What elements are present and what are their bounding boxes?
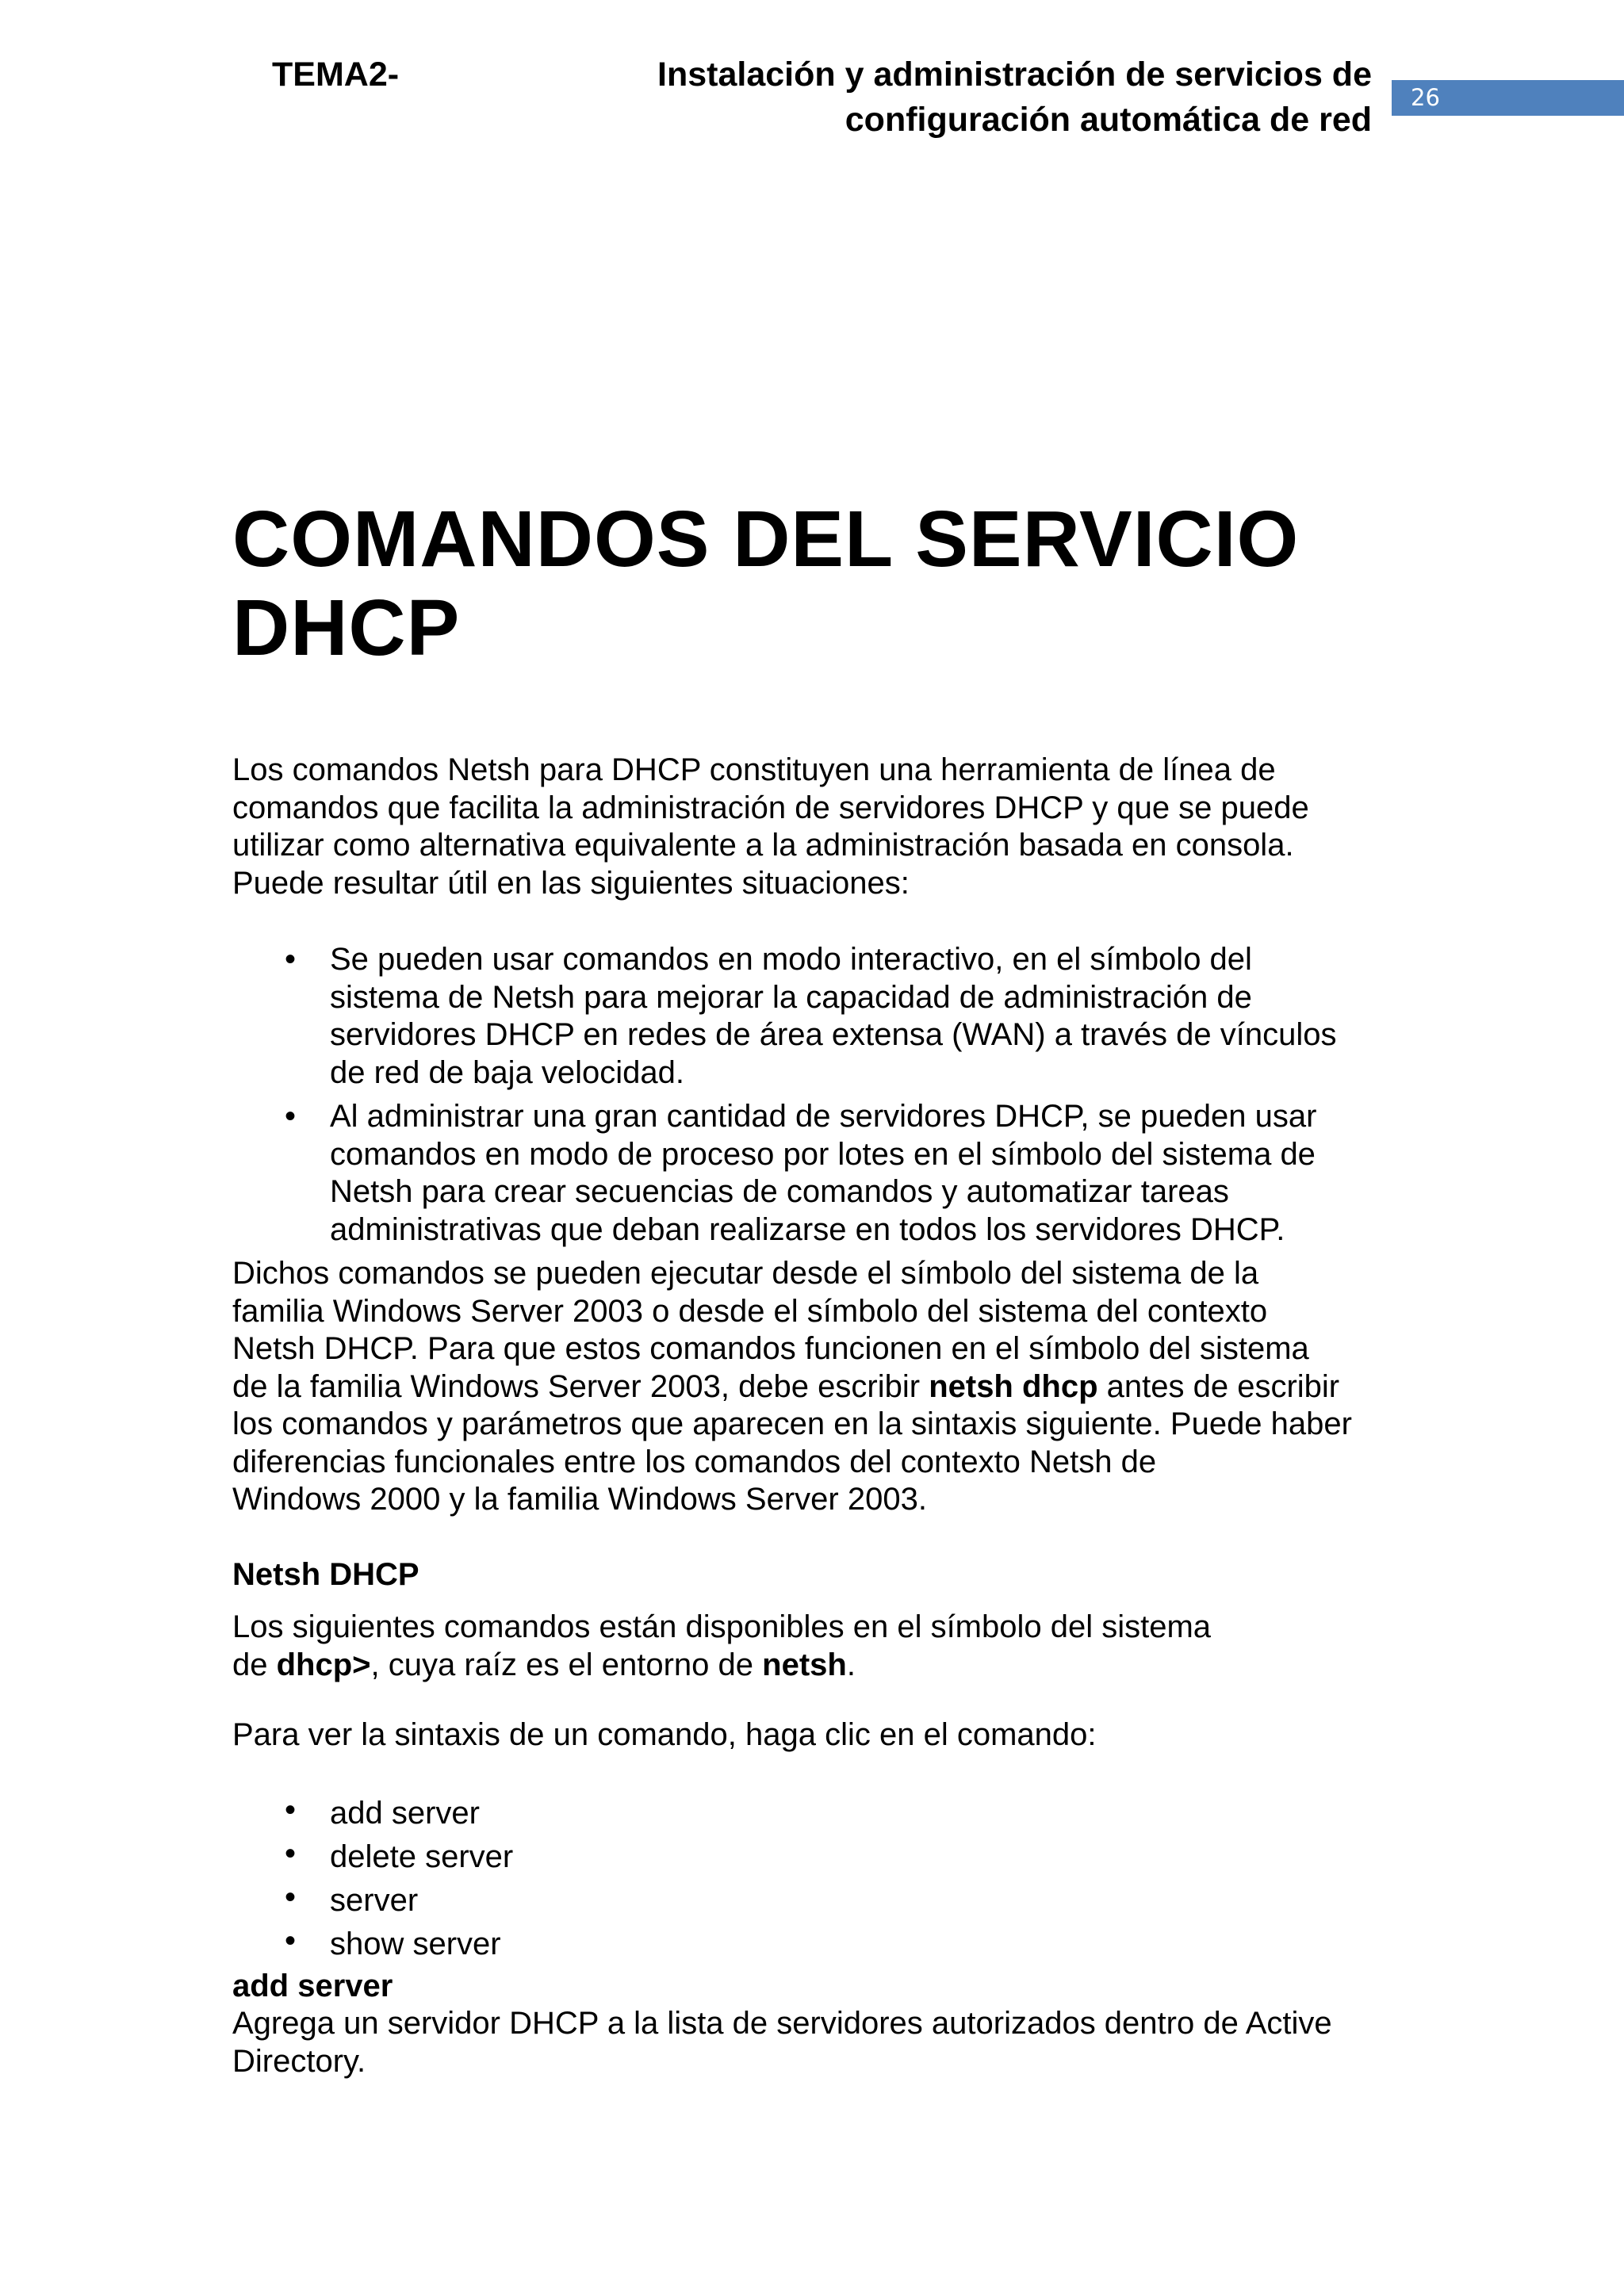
list-item-line: Netsh para crear secuencias de comandos y automatizar tareas — [330, 1174, 1229, 1209]
netsh-line: de — [232, 1647, 277, 1682]
bullet-icon: • — [285, 1880, 297, 1915]
command-label: add server — [330, 1796, 480, 1831]
header-chapter: TEMA2- — [272, 55, 400, 94]
header-title-line1: Instalación y administración de servicios de — [657, 55, 1372, 94]
bullet-icon: • — [285, 1836, 297, 1871]
add-server-description — [232, 2005, 1398, 2080]
context-line: diferencias funcionales entre los comandos del contexto Netsh de — [232, 1444, 1157, 1479]
list-item-line: de red de baja velocidad. — [330, 1054, 684, 1090]
list-item — [232, 941, 1398, 1092]
context-line: Netsh DHCP. Para que estos comandos funcionen en el símbolo del sistema — [232, 1331, 1309, 1366]
add-server-line: Agrega un servidor DHCP a la lista de servidores autorizados dentro de Active — [232, 2006, 1332, 2041]
page-title-line1: COMANDOS DEL SERVICIO — [232, 495, 1300, 584]
header-title — [657, 52, 1372, 143]
intro-line: utilizar como alternativa equivalente a la administración basada en consola. — [232, 828, 1294, 863]
netsh-line: . — [846, 1647, 856, 1682]
intro-line: comandos que facilita la administración de servidores DHCP y que se puede — [232, 790, 1309, 825]
netsh-line: , cuya raíz es el entorno de — [370, 1647, 763, 1682]
netsh-paragraph — [232, 1609, 1398, 1684]
add-server-line: Directory. — [232, 2043, 366, 2079]
command-item-show-server[interactable] — [232, 1923, 513, 1966]
list-item — [232, 1098, 1398, 1249]
intro-line: Los comandos Netsh para DHCP constituyen una herramienta de línea de — [232, 752, 1276, 787]
list-item-line: administrativas que deban realizarse en todos los servidores DHCP. — [330, 1211, 1285, 1247]
page-title — [232, 495, 1299, 672]
page-title-line2: DHCP — [232, 584, 461, 672]
commands-list — [232, 1792, 513, 1966]
prompt-emphasis: dhcp> — [276, 1647, 371, 1682]
context-line: Windows 2000 y la familia Windows Server 2003. — [232, 1482, 927, 1517]
command-label: delete server — [330, 1839, 514, 1874]
section-heading-add-server: add server — [232, 1969, 393, 2003]
bullet-icon: • — [285, 1099, 297, 1134]
context-line: los comandos y parámetros que aparecen en la sintaxis siguiente. Puede haber — [232, 1406, 1352, 1441]
section-heading-netsh-dhcp: Netsh DHCP — [232, 1557, 419, 1592]
intro-line: Puede resultar útil en las siguientes situaciones: — [232, 865, 910, 901]
context-line: de la familia Windows Server 2003, debe escribir — [232, 1368, 929, 1404]
netsh-line: Los siguientes comandos están disponibles en el símbolo del sistema — [232, 1609, 1212, 1644]
command-label: show server — [330, 1927, 501, 1961]
list-item-line: Al administrar una gran cantidad de servidores DHCP, se pueden usar — [330, 1099, 1317, 1134]
page-number-badge: 26 — [1392, 80, 1624, 116]
header-title-line2: configuración automática de red — [845, 101, 1372, 139]
command-label: server — [330, 1883, 419, 1918]
list-item-line: comandos en modo de proceso por lotes en el símbolo del sistema de — [330, 1136, 1316, 1172]
netsh-emphasis: netsh — [762, 1647, 847, 1682]
list-item-line: Se pueden usar comandos en modo interactivo, en el símbolo del — [330, 942, 1252, 977]
context-line: Dichos comandos se pueden ejecutar desde el símbolo del sistema de la — [232, 1256, 1259, 1291]
intro-paragraph — [232, 752, 1398, 902]
context-line: familia Windows Server 2003 o desde el símbolo del sistema del contexto — [232, 1293, 1268, 1329]
command-item-server[interactable] — [232, 1879, 513, 1923]
syntax-hint: Para ver la sintaxis de un comando, haga clic en el comando: — [232, 1717, 1097, 1752]
command-item-add-server[interactable] — [232, 1792, 513, 1835]
bullet-icon: • — [285, 942, 297, 977]
context-paragraph — [232, 1255, 1398, 1519]
bullet-icon: • — [285, 1793, 297, 1827]
command-item-delete-server[interactable] — [232, 1835, 513, 1879]
context-line: antes de escribir — [1097, 1368, 1340, 1404]
bullet-icon: • — [285, 1923, 297, 1958]
list-item-line: sistema de Netsh para mejorar la capacidad de administración de — [330, 979, 1252, 1015]
command-emphasis: netsh dhcp — [929, 1368, 1098, 1404]
list-item-line: servidores DHCP en redes de área extensa (WAN) a través de vínculos — [330, 1017, 1337, 1052]
situations-list — [232, 941, 1398, 1255]
